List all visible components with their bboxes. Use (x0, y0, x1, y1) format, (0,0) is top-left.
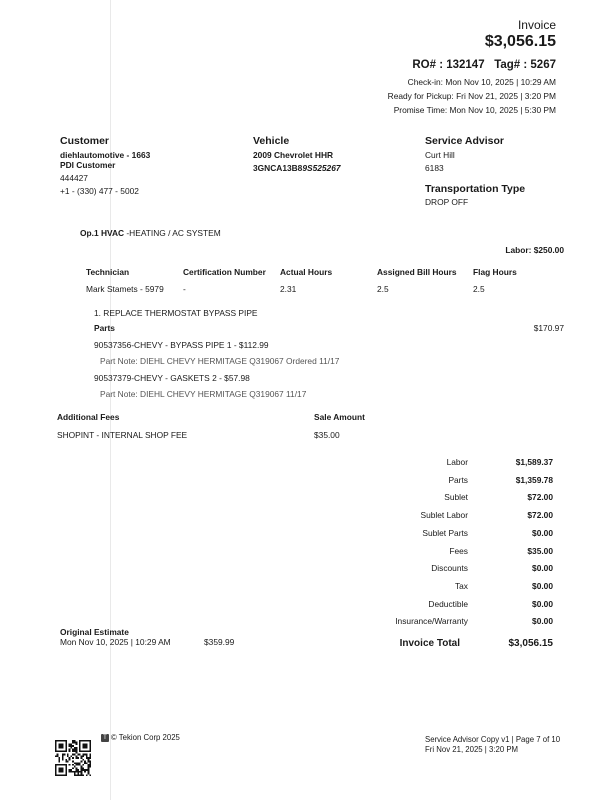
customer-type: PDI Customer (60, 160, 116, 170)
totals-value: $0.00 (532, 581, 553, 591)
col-flag-hours: Flag Hours (473, 267, 517, 277)
qr-code-icon (55, 740, 91, 776)
invoice-total-label: Invoice Total (399, 638, 460, 649)
part-line: 90537356-CHEVY - BYPASS PIPE 1 - $112.99 (94, 340, 269, 350)
header-total: $3,056.15 (484, 33, 556, 50)
customer-name: diehlautomotive - 1663 (60, 150, 151, 160)
parts-subtotal: $170.97 (533, 323, 564, 333)
totals-label: Parts (448, 475, 468, 485)
tech-actual: 2.31 (280, 284, 297, 294)
promise-time: Promise Time: Mon Nov 10, 2025 | 5:30 PM (393, 105, 556, 115)
estimate-heading: Original Estimate (60, 627, 129, 637)
ro-number: RO# : 132147 (412, 59, 485, 71)
copyright (101, 733, 180, 742)
tech-cert: - (183, 284, 186, 294)
estimate-date: Mon Nov 10, 2025 | 10:29 AM (60, 637, 171, 647)
col-bill-hours: Assigned Bill Hours (377, 267, 457, 277)
parts-heading: Parts (94, 323, 115, 333)
fees-heading: Additional Fees (57, 412, 120, 422)
part-note: Part Note: DIEHL CHEVY HERMITAGE Q319067 11/17 (100, 389, 307, 399)
totals-label: Tax (454, 581, 468, 591)
customer-phone: +1 - (330) 477 - 5002 (60, 186, 139, 196)
vin-suffix: 9S525267 (302, 163, 341, 173)
totals-value: $1,589.37 (515, 457, 553, 467)
advisor-name: Curt Hill (425, 150, 455, 160)
col-technician: Technician (86, 267, 130, 277)
totals-label: Insurance/Warranty (395, 616, 468, 626)
part-line: 90537379-CHEVY - GASKETS 2 - $57.98 (94, 373, 250, 383)
pickup-time: Ready for Pickup: Fri Nov 21, 2025 | 3:20 PM (387, 91, 556, 101)
col-actual-hours: Actual Hours (280, 267, 333, 277)
totals-value: $35.00 (527, 546, 553, 556)
tag-number: Tag# : 5267 (494, 59, 556, 71)
transport-type: DROP OFF (425, 197, 469, 207)
copyright-text: © Tekion Corp 2025 (111, 733, 180, 742)
customer-zip: 444427 (60, 173, 88, 183)
totals-label: Sublet Labor (420, 510, 468, 520)
totals-label: Fees (449, 546, 468, 556)
printed-time: Fri Nov 21, 2025 | 3:20 PM (425, 745, 519, 754)
customer-heading: Customer (60, 135, 110, 147)
fee-amount: $35.00 (314, 430, 340, 440)
tech-bill: 2.5 (377, 284, 389, 294)
copy-info: Service Advisor Copy v1 | Page 7 of 10 (425, 735, 561, 744)
vehicle-heading: Vehicle (253, 135, 290, 147)
part-note: Part Note: DIEHL CHEVY HERMITAGE Q319067 Ordered 11/17 (100, 356, 340, 366)
advisor-id: 6183 (425, 163, 444, 173)
fee-item: SHOPINT - INTERNAL SHOP FEE (57, 430, 188, 440)
scan-artifact-line (110, 0, 111, 800)
totals-value: $0.00 (532, 563, 553, 573)
totals-value: $0.00 (532, 616, 553, 626)
story-line: 1. REPLACE THERMOSTAT BYPASS PIPE (94, 308, 258, 318)
vehicle-model: 2009 Chevrolet HHR (253, 150, 334, 160)
col-certification: Certification Number (183, 267, 266, 277)
totals-label: Deductible (428, 599, 468, 609)
totals-value: $0.00 (532, 599, 553, 609)
transport-heading: Transportation Type (425, 183, 526, 195)
tech-name: Mark Stamets - 5979 (86, 284, 164, 294)
totals-value: $72.00 (527, 492, 553, 502)
totals-value: $1,359.78 (515, 475, 553, 485)
fees-amount-heading: Sale Amount (314, 412, 365, 422)
estimate-amount: $359.99 (204, 637, 235, 647)
checkin-time: Check-in: Mon Nov 10, 2025 | 10:29 AM (407, 77, 556, 87)
advisor-heading: Service Advisor (425, 135, 504, 147)
vin-prefix: 3GNCA13B8 (253, 163, 303, 173)
tekion-logo-icon: T (101, 734, 109, 742)
totals-value: $0.00 (532, 528, 553, 538)
op-code: Op.1 HVAC (80, 228, 125, 238)
vehicle-vin (253, 163, 341, 173)
doc-type: Invoice (517, 18, 556, 32)
op-title (80, 228, 221, 238)
totals-label: Discounts (431, 563, 468, 573)
totals-label: Sublet (444, 492, 468, 502)
totals-value: $72.00 (527, 510, 553, 520)
tech-flag: 2.5 (473, 284, 485, 294)
op-labor-total: Labor: $250.00 (505, 245, 564, 255)
totals-label: Labor (446, 457, 468, 467)
invoice-total-value: $3,056.15 (508, 638, 553, 649)
totals-label: Sublet Parts (422, 528, 468, 538)
ro-tag (412, 59, 556, 71)
op-desc: -HEATING / AC SYSTEM (124, 228, 221, 238)
